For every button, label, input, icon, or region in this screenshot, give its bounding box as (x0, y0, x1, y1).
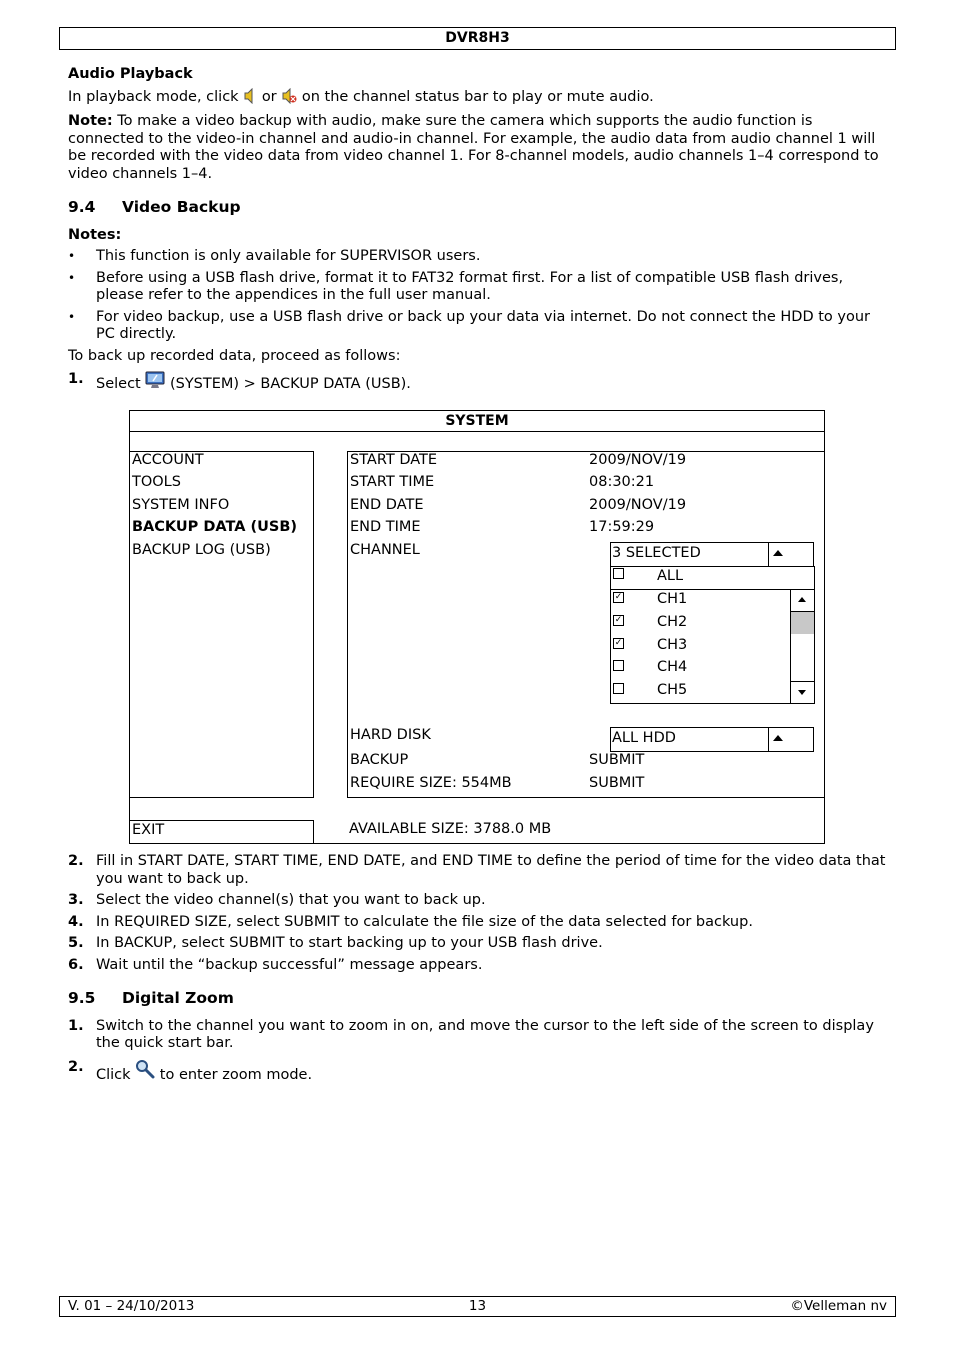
system-menu (130, 451, 314, 798)
section-title: Digital Zoom (122, 989, 234, 1007)
checkbox-icon[interactable] (613, 660, 624, 671)
channel-option-label: CH5 (657, 682, 688, 698)
mute-speaker-icon (281, 88, 297, 110)
dropdown-arrow-icon[interactable] (768, 543, 813, 566)
step-number: 4. (68, 913, 84, 930)
notes-list (68, 248, 886, 344)
step-text: Select the video channel(s) that you want to back up. (96, 892, 486, 908)
section-9-5-heading (68, 990, 886, 1008)
checkbox-icon[interactable] (613, 683, 624, 694)
note-label: Note: (68, 113, 113, 129)
step-text: Select (96, 376, 141, 392)
step-number: 6. (68, 956, 84, 973)
end-time-label: END TIME (350, 519, 421, 535)
note-text: To make a video backup with audio, make sure the camera which supports the audio function is connected to the video-in channel and audio-in channel. For example, the audio data from audio channel 1 will be recorded with the video data from video channel 1. For 8-channel models, audio channels 1–4 correspond to video channels 1–4. (68, 113, 879, 182)
footer-version: V. 01 – 24/10/2013 (68, 1298, 195, 1314)
hard-disk-label: HARD DISK (350, 727, 431, 743)
menu-item-system-info[interactable]: SYSTEM INFO (132, 497, 230, 513)
step-number: 5. (68, 935, 84, 951)
step-item (68, 1018, 886, 1053)
audio-instructions (68, 88, 886, 110)
zoom-steps-list (68, 1018, 886, 1085)
start-date-label: START DATE (350, 452, 438, 468)
audio-note (68, 113, 886, 183)
menu-item-backup-data-usb[interactable]: BACKUP DATA (USB) (132, 519, 298, 535)
section-title: Video Backup (122, 198, 241, 216)
system-backup-panel (129, 410, 825, 844)
section-9-4-heading (68, 199, 886, 217)
exit-button[interactable] (130, 820, 314, 844)
channel-option-ch4[interactable] (611, 658, 791, 680)
channel-option-label: ALL (657, 568, 684, 584)
audio-text-end: on the channel status bar to play or mute audio. (301, 88, 654, 105)
document-footer (59, 1296, 896, 1317)
audio-text-start: In playback mode, click (68, 88, 239, 105)
step-number: 3. (68, 892, 84, 908)
step-text: Wait until the “backup successful” message appears. (96, 956, 483, 973)
scroll-thumb[interactable] (791, 612, 814, 634)
checkbox-checked-icon[interactable]: ✓ (614, 638, 623, 648)
start-time-value[interactable]: 08:30:21 (589, 474, 655, 490)
backup-label: BACKUP (350, 752, 409, 768)
header-title: DVR8H3 (445, 30, 510, 46)
step-text: In REQUIRED SIZE, select SUBMIT to calculate the file size of the data selected for backup. (96, 913, 753, 930)
scroll-down-icon[interactable] (791, 681, 814, 704)
magnifier-icon (135, 1059, 155, 1085)
start-time-label: START TIME (350, 474, 435, 490)
backup-intro: To back up recorded data, proceed as follows: (68, 347, 401, 364)
checkbox-icon[interactable] (613, 568, 624, 579)
note-item: • Before using a USB flash drive, format it to FAT32 format first. For a list of compatible USB flash drives, please refer to the appendices in the full user manual. (68, 270, 886, 305)
channel-label: CHANNEL (350, 542, 420, 558)
step-number: 2. (68, 853, 84, 869)
step-item (68, 892, 886, 910)
channel-option-ch5[interactable] (611, 681, 791, 703)
menu-item-backup-log-usb[interactable]: BACKUP LOG (USB) (132, 542, 271, 558)
backup-submit-button[interactable]: SUBMIT (589, 752, 645, 768)
step-text: Click (96, 1066, 131, 1083)
step-item (68, 1059, 886, 1085)
backup-settings (347, 451, 825, 798)
channel-option-label: CH4 (657, 659, 688, 675)
end-date-label: END DATE (350, 497, 424, 513)
checkbox-checked-icon[interactable]: ✓ (614, 615, 623, 625)
menu-item-tools[interactable]: TOOLS (132, 474, 181, 490)
audio-heading: Audio Playback (68, 66, 193, 82)
start-date-value[interactable]: 2009/NOV/19 (589, 452, 687, 468)
footer-copyright: ©Velleman nv (790, 1298, 887, 1314)
require-size-submit-button[interactable]: SUBMIT (589, 775, 645, 791)
page-content (68, 66, 886, 395)
panel-title: SYSTEM (130, 411, 824, 432)
exit-label: EXIT (132, 822, 165, 838)
step-item (68, 853, 886, 888)
notes-label: Notes: (68, 226, 122, 243)
channel-list (610, 566, 815, 704)
channel-option-all[interactable] (611, 566, 814, 590)
backup-steps-list (68, 853, 886, 974)
section-number: 9.4 (68, 198, 96, 216)
available-size: AVAILABLE SIZE: 3788.0 MB (349, 821, 552, 837)
step-item (68, 914, 886, 932)
channel-option-label: CH3 (657, 637, 688, 653)
channel-dropdown[interactable] (610, 542, 814, 567)
step-text: (SYSTEM) > BACKUP DATA (USB). (169, 376, 411, 392)
note-item: • For video backup, use a USB flash drive or back up your data via internet. Do not connect the HDD to your PC directly. (68, 309, 886, 344)
step-number: 1. (68, 1017, 84, 1034)
channel-scroll-area (611, 590, 791, 703)
step-1 (68, 371, 886, 395)
hard-disk-dropdown-value: ALL HDD (612, 730, 676, 746)
menu-item-account[interactable]: ACCOUNT (132, 452, 204, 468)
checkbox-checked-icon[interactable]: ✓ (614, 592, 623, 602)
hard-disk-dropdown[interactable] (610, 727, 814, 752)
end-time-value[interactable]: 17:59:29 (589, 519, 655, 535)
end-date-value[interactable]: 2009/NOV/19 (589, 497, 687, 513)
backup-steps (68, 853, 886, 1088)
channel-option-ch1[interactable] (611, 590, 791, 612)
require-size-label: REQUIRE SIZE: 554MB (350, 775, 512, 791)
step-text: Fill in START DATE, START TIME, END DATE, and END TIME to define the period of time for the video data that you want to back up. (96, 853, 886, 887)
scroll-up-icon[interactable] (791, 590, 814, 612)
channel-dropdown-value: 3 SELECTED (612, 545, 701, 561)
channel-option-label: CH1 (657, 591, 688, 607)
dropdown-arrow-icon[interactable] (768, 728, 813, 751)
step-text: In BACKUP, select SUBMIT to start backing up to your USB flash drive. (96, 935, 603, 951)
footer-page-number: 13 (468, 1298, 487, 1314)
step-number: 1. (68, 371, 84, 387)
step-text: to enter zoom mode. (159, 1066, 313, 1083)
speaker-icon (243, 88, 257, 110)
step-item (68, 935, 886, 953)
system-monitor-icon (145, 371, 165, 395)
channel-option-label: CH2 (657, 614, 688, 630)
channel-scrollbar[interactable] (790, 590, 814, 703)
channel-option-ch3[interactable] (611, 636, 791, 658)
channel-option-ch2[interactable] (611, 613, 791, 635)
step-item (68, 957, 886, 975)
document-header (59, 27, 896, 50)
step-text: Switch to the channel you want to zoom in on, and move the cursor to the left side of the screen to display the quick start bar. (96, 1017, 874, 1051)
step-number: 2. (68, 1058, 84, 1075)
audio-text-or: or (261, 88, 277, 105)
note-item: • This function is only available for SUPERVISOR users. (68, 248, 886, 266)
section-number: 9.5 (68, 989, 96, 1007)
